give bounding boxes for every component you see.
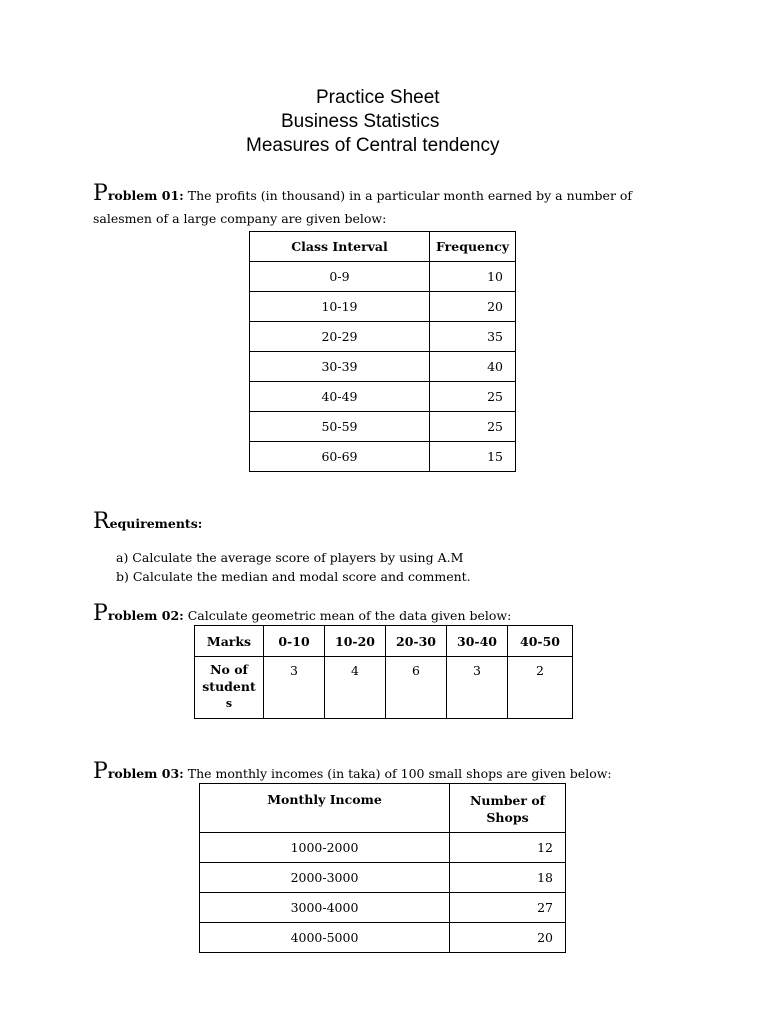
header-monthly-income: Monthly Income — [200, 784, 450, 833]
requirements-heading — [93, 509, 202, 534]
class-interval-cell: 10-19 — [250, 292, 430, 322]
income-range-cell: 3000-4000 — [200, 893, 450, 923]
header-line: Shops — [486, 810, 529, 825]
header-marks-range: 10-20 — [325, 626, 386, 657]
class-interval-cell: 30-39 — [250, 352, 430, 382]
income-range-cell: 4000-5000 — [200, 923, 450, 953]
frequency-cell: 20 — [430, 292, 516, 322]
header-frequency: Frequency — [430, 232, 516, 262]
problem-03-initial: P — [93, 759, 108, 784]
row-label-students — [195, 657, 264, 719]
income-table — [199, 783, 566, 953]
header-number-of-shops — [450, 784, 566, 833]
frequency-cell: 40 — [430, 352, 516, 382]
frequency-cell: 10 — [430, 262, 516, 292]
table-row — [195, 657, 573, 719]
profit-table — [249, 231, 516, 472]
problem-01-text-line2: salesmen of a large company are given below: — [93, 211, 387, 226]
students-value-cell: 3 — [447, 657, 508, 719]
problem-01-heading — [93, 181, 632, 206]
shops-count-cell: 12 — [450, 833, 566, 863]
frequency-cell: 15 — [430, 442, 516, 472]
header-class-interval: Class Interval — [250, 232, 430, 262]
students-value-cell: 3 — [264, 657, 325, 719]
header-line: Number of — [469, 793, 546, 808]
shops-count-cell: 27 — [450, 893, 566, 923]
shops-count-cell: 20 — [450, 923, 566, 953]
header-marks-range: 0-10 — [264, 626, 325, 657]
table-row — [250, 322, 516, 352]
requirements-label: equirements: — [109, 516, 203, 531]
class-interval-cell: 50-59 — [250, 412, 430, 442]
students-value-cell: 4 — [325, 657, 386, 719]
table-row — [200, 893, 566, 923]
table-header-row — [200, 784, 566, 833]
title-business-statistics: Business Statistics — [281, 111, 440, 132]
requirement-item-a: a) Calculate the average score of players by using A.M — [116, 550, 464, 565]
problem-02-initial: P — [93, 601, 108, 626]
problem-03-label: roblem 03: — [107, 766, 184, 781]
table-row — [250, 352, 516, 382]
table-row — [200, 923, 566, 953]
row-label-line: No of — [210, 662, 248, 677]
income-range-cell: 2000-3000 — [200, 863, 450, 893]
frequency-cell: 25 — [430, 412, 516, 442]
problem-02-heading — [93, 601, 511, 626]
problem-02-text: Calculate geometric mean of the data given below: — [183, 608, 512, 623]
shops-count-cell: 18 — [450, 863, 566, 893]
problem-02-label: roblem 02: — [107, 608, 184, 623]
problem-03-heading — [93, 759, 612, 784]
header-marks-range: 20-30 — [386, 626, 447, 657]
row-label-line: student — [202, 679, 256, 694]
table-row — [250, 262, 516, 292]
requirement-item-b: b) Calculate the median and modal score and comment. — [116, 569, 471, 584]
row-label-line: s — [225, 697, 233, 710]
table-row — [250, 292, 516, 322]
class-interval-cell: 0-9 — [250, 262, 430, 292]
problem-01-text: The profits (in thousand) in a particular month earned by a number of — [183, 188, 633, 203]
class-interval-cell: 40-49 — [250, 382, 430, 412]
table-header-row — [250, 232, 516, 262]
income-range-cell: 1000-2000 — [200, 833, 450, 863]
table-row — [250, 382, 516, 412]
class-interval-cell: 20-29 — [250, 322, 430, 352]
table-row — [200, 863, 566, 893]
marks-table — [194, 625, 573, 719]
table-header-row — [195, 626, 573, 657]
title-practice-sheet: Practice Sheet — [316, 87, 440, 108]
students-value-cell: 6 — [386, 657, 447, 719]
problem-01-label: roblem 01: — [107, 188, 184, 203]
header-marks: Marks — [195, 626, 264, 657]
frequency-cell: 25 — [430, 382, 516, 412]
requirements-initial: R — [93, 509, 110, 534]
header-marks-range: 30-40 — [447, 626, 508, 657]
table-row — [250, 412, 516, 442]
table-row — [200, 833, 566, 863]
frequency-cell: 35 — [430, 322, 516, 352]
problem-03-text: The monthly incomes (in taka) of 100 small shops are given below: — [183, 766, 612, 781]
problem-01-initial: P — [93, 181, 108, 206]
title-central-tendency: Measures of Central tendency — [246, 135, 500, 156]
students-value-cell: 2 — [508, 657, 573, 719]
header-marks-range: 40-50 — [508, 626, 573, 657]
table-row — [250, 442, 516, 472]
class-interval-cell: 60-69 — [250, 442, 430, 472]
